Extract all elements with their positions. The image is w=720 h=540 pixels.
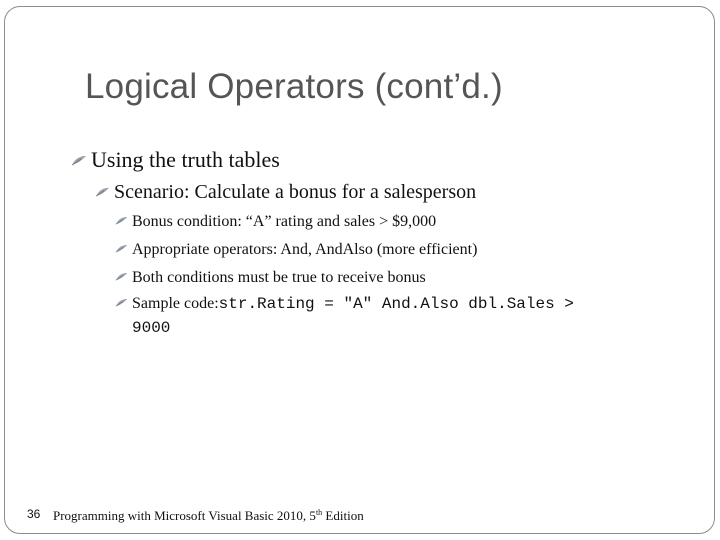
bullet-level3-text: Bonus condition: “A” rating and sales > $9,000 — [132, 213, 437, 230]
bullet-level3-item — [115, 241, 477, 259]
bullet-level3-text: Both conditions must be true to receive bonus — [132, 269, 426, 286]
bullet-level3-text: Appropriate operators: And, AndAlso (more efficient) — [132, 241, 478, 258]
bullet-level2-text: Scenario: Calculate a bonus for a salesperson — [114, 181, 477, 203]
bullet-level3-item — [115, 213, 436, 231]
footer-text: Programming with Microsoft Visual Basic 2010, 5 — [53, 508, 316, 523]
feather-leaf-icon — [115, 241, 128, 259]
slide-title: Logical Operators (cont’d.) — [85, 67, 503, 106]
slide-footer — [53, 508, 364, 524]
footer-superscript: th — [315, 508, 323, 517]
feather-leaf-icon — [115, 295, 128, 313]
bullet-level1 — [71, 147, 280, 173]
feather-leaf-icon — [95, 181, 110, 204]
feather-leaf-icon — [115, 269, 128, 287]
footer-text-end: Edition — [322, 508, 364, 523]
feather-leaf-icon — [71, 147, 87, 173]
slide-frame — [4, 6, 715, 534]
bullet-level3-item — [115, 269, 426, 287]
feather-leaf-icon — [115, 213, 128, 231]
sample-code: str.Rating = "A" And.Also dbl.Sales > — [218, 295, 574, 313]
sample-code-continuation: 9000 — [132, 319, 171, 337]
bullet-level3-text: Sample code: — [132, 295, 219, 312]
bullet-level3-item — [115, 295, 574, 313]
bullet-level1-text: Using the truth tables — [91, 147, 280, 172]
bullet-level2 — [95, 181, 476, 204]
page-number: 36 — [27, 507, 41, 521]
